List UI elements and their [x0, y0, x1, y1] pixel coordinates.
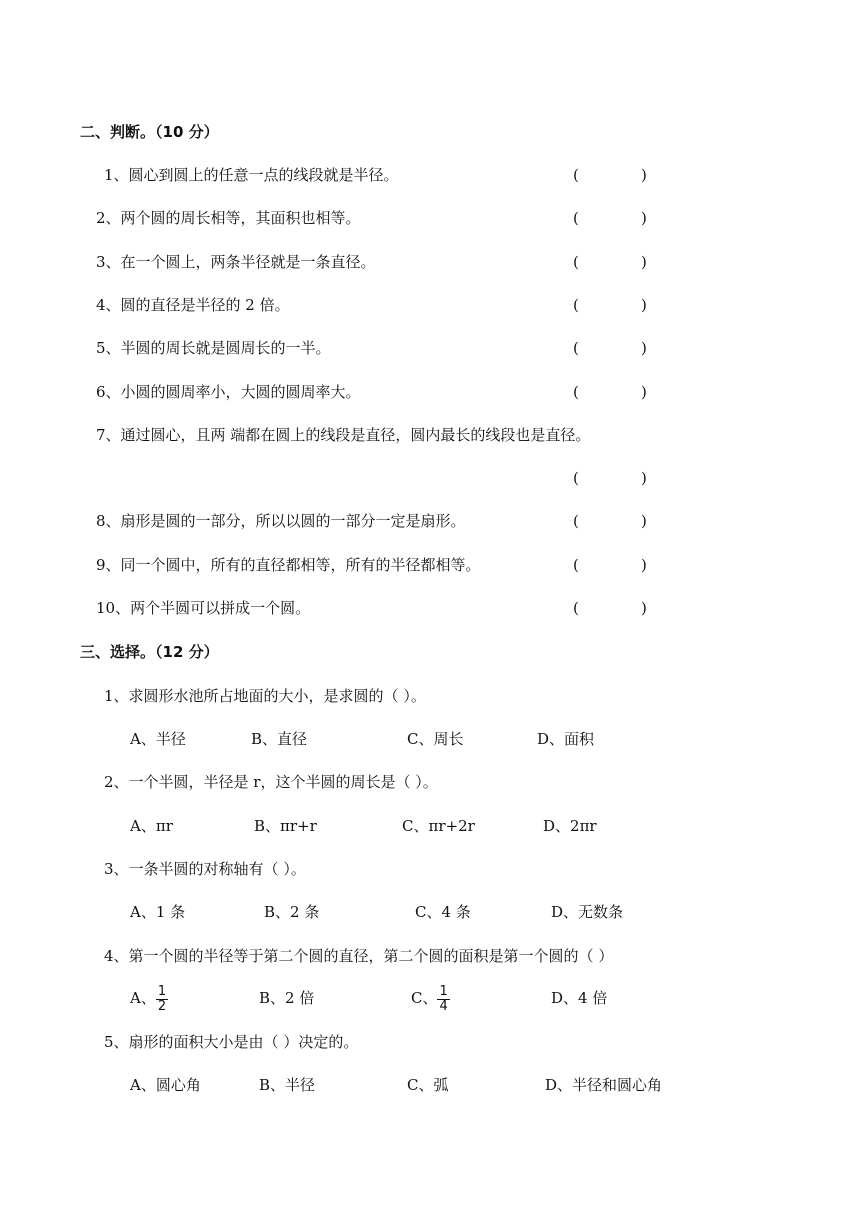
fraction-denominator: 4 [439, 998, 448, 1014]
paren-open: ( [573, 469, 579, 487]
judgement-item-6: 6、小圆的圆周率小，大圆的圆周率大。 [96, 383, 361, 401]
option-2c[interactable]: C、πr+2r [402, 817, 475, 835]
option-2b[interactable]: B、πr+r [254, 817, 317, 835]
judgement-item-7: 7、通过圆心，且两 端都在圆上的线段是直径，圆内最长的线段也是直径。 [96, 426, 591, 444]
paren-open: ( [573, 512, 579, 530]
paren-close: ) [641, 339, 647, 357]
paren-close: ) [641, 253, 647, 271]
judgement-item-1: 1、圆心到圆上的任意一点的线段就是半径。 [104, 166, 399, 184]
choice-question-3: 3、一条半圆的对称轴有（ ）。 [104, 860, 306, 878]
option-3c[interactable]: C、4 条 [415, 903, 471, 921]
fraction-one-half [156, 985, 168, 1014]
option-4a[interactable] [130, 980, 168, 1016]
option-4c-label: C、 [411, 989, 438, 1007]
judgement-item-8: 8、扇形是圆的一部分，所以以圆的一部分一定是扇形。 [96, 512, 466, 530]
fraction-numerator: 1 [439, 983, 448, 999]
option-3d[interactable]: D、无数条 [551, 903, 624, 921]
option-4b[interactable]: B、2 倍 [259, 989, 315, 1007]
section-heading-judgement: 二、判断。（10 分） [80, 123, 219, 141]
section-heading-choice: 三、选择。（12 分） [80, 643, 219, 661]
judgement-item-4: 4、圆的直径是半径的 2 倍。 [96, 296, 290, 314]
paren-open: ( [573, 296, 579, 314]
option-1a[interactable]: A、半径 [130, 730, 186, 748]
fraction-numerator: 1 [157, 983, 167, 999]
option-5b[interactable]: B、半径 [259, 1076, 316, 1094]
option-4a-label: A、 [130, 989, 156, 1007]
option-5a[interactable]: A、圆心角 [130, 1076, 201, 1094]
option-1d[interactable]: D、面积 [537, 730, 595, 748]
paren-close: ) [641, 383, 647, 401]
option-3a[interactable]: A、1 条 [130, 903, 186, 921]
paren-close: ) [641, 556, 647, 574]
paren-open: ( [573, 383, 579, 401]
option-4d[interactable]: D、4 倍 [551, 989, 608, 1007]
paren-close: ) [641, 469, 647, 487]
judgement-item-3: 3、在一个圆上，两条半径就是一条直径。 [96, 253, 376, 271]
option-3b[interactable]: B、2 条 [264, 903, 320, 921]
option-4c[interactable] [411, 980, 450, 1016]
judgement-item-5: 5、半圆的周长就是圆周长的一半。 [96, 339, 331, 357]
paren-close: ) [641, 599, 647, 617]
option-5c[interactable]: C、弧 [407, 1076, 449, 1094]
choice-question-2: 2、一个半圆，半径是 r，这个半圆的周长是（ ）。 [104, 773, 438, 791]
paren-close: ) [641, 209, 647, 227]
paren-open: ( [573, 166, 579, 184]
judgement-item-10: 10、两个半圆可以拼成一个圆。 [96, 599, 311, 617]
option-2d[interactable]: D、2πr [543, 817, 597, 835]
paren-close: ) [641, 166, 647, 184]
paren-open: ( [573, 253, 579, 271]
paren-close: ) [641, 512, 647, 530]
choice-question-5: 5、扇形的面积大小是由（ ）决定的。 [104, 1033, 359, 1051]
option-1b[interactable]: B、直径 [251, 730, 308, 748]
paren-close: ) [641, 296, 647, 314]
choice-question-1: 1、求圆形水池所占地面的大小，是求圆的（ ）。 [104, 687, 426, 705]
option-5d[interactable]: D、半径和圆心角 [545, 1076, 663, 1094]
paren-open: ( [573, 599, 579, 617]
judgement-item-9: 9、同一个圆中，所有的直径都相等，所有的半径都相等。 [96, 556, 481, 574]
option-1c[interactable]: C、周长 [407, 730, 464, 748]
choice-question-4: 4、第一个圆的半径等于第二个圆的直径，第二个圆的面积是第一个圆的（ ） [104, 947, 614, 965]
paren-open: ( [573, 556, 579, 574]
option-2a[interactable]: A、πr [130, 817, 173, 835]
paren-open: ( [573, 209, 579, 227]
paren-open: ( [573, 339, 579, 357]
fraction-denominator: 2 [157, 998, 167, 1014]
judgement-item-2: 2、两个圆的周长相等，其面积也相等。 [96, 209, 361, 227]
fraction-one-quarter [437, 985, 449, 1014]
